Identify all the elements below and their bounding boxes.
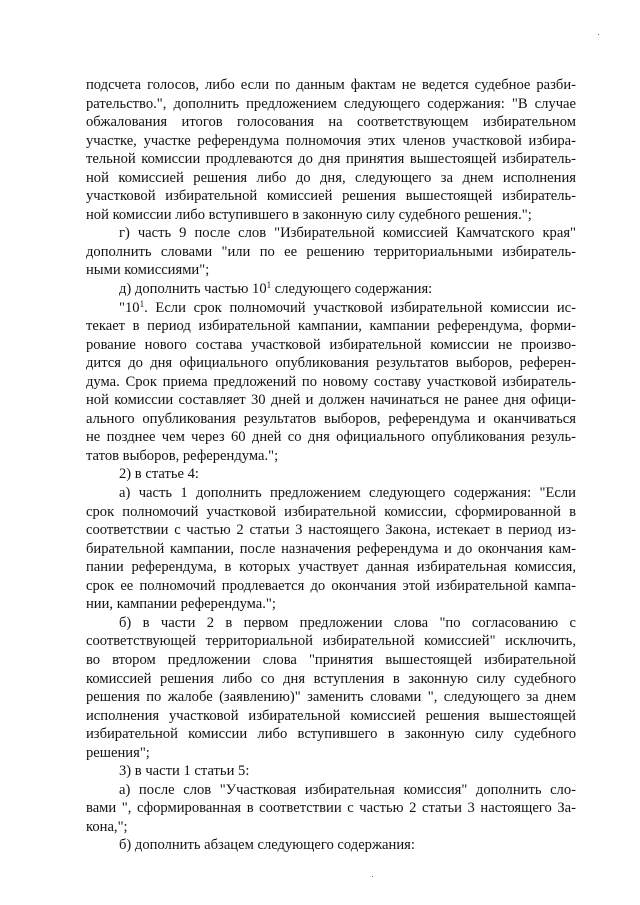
text-line — [86, 113, 576, 132]
line-text: текает в период избирательной кампании, кампании референдума, форми- — [86, 318, 576, 335]
text-line — [86, 781, 576, 800]
text-line — [86, 410, 576, 429]
line-text: решения по жалобе (заявлению)" заменить словами ", следующего за днем — [86, 689, 576, 706]
text-line — [86, 688, 576, 707]
line-text: соответствующей территориальной избирательной комиссией" исключить, — [86, 633, 576, 650]
line-text: дится до дня официального опубликования результатов выборов, референ- — [86, 355, 576, 372]
line-text: 3) в части 1 статьи 5: — [119, 763, 250, 780]
text-line — [86, 725, 576, 744]
text-line — [86, 744, 576, 763]
line-text: б) дополнить абзацем следующего содержания: — [119, 837, 415, 854]
text-line — [86, 261, 576, 280]
text-line — [86, 187, 576, 206]
text-line — [86, 169, 576, 188]
line-text: рование нового состава участковой избирательной комиссии не произво- — [86, 336, 576, 353]
text-line — [86, 540, 576, 559]
line-text: 2) в статье 4: — [119, 466, 199, 483]
line-text-continued: . Если срок полномочий участковой избирательной комиссии ис- — [144, 299, 576, 316]
text-line — [86, 447, 576, 466]
line-text: татов выборов, референдума."; — [86, 447, 279, 464]
line-text: исполнения участковой избирательной комиссией решения вышестоящей — [86, 707, 576, 724]
line-text: подсчета голосов, либо если по данным фактам не ведется судебное разби- — [86, 77, 576, 93]
line-text: г) часть 9 после слов "Избирательной комиссией Камчатского края" — [119, 225, 576, 242]
text-line — [86, 484, 576, 503]
line-text-continued: следующего содержания: — [271, 281, 433, 298]
text-line — [86, 651, 576, 670]
line-text: ной комиссии либо вступившего в законную силу судебного решения."; — [86, 206, 532, 223]
line-text: ального опубликования результатов выборов, референдума и оканчиваться — [86, 410, 576, 427]
line-text: дополнить словами "или по ее решению территориальными избиратель- — [86, 243, 576, 260]
line-text: участковой избирательной комиссией решения вышестоящей избиратель- — [86, 188, 576, 205]
text-line — [86, 465, 576, 484]
line-text: "10 — [119, 299, 140, 316]
line-text: пании референдума, в которых участвует данная избирательная комиссия, — [86, 559, 576, 576]
text-line — [86, 299, 576, 318]
superscript: 1 — [266, 280, 272, 291]
text-line — [86, 558, 576, 577]
text-line — [86, 95, 576, 114]
text-line — [86, 76, 576, 95]
line-text: нии, кампании референдума."; — [86, 596, 276, 613]
line-text: бирательной кампании, после назначения референдума и до окончания кам- — [86, 540, 576, 557]
text-line — [86, 280, 576, 299]
text-line — [86, 224, 576, 243]
text-line — [86, 206, 576, 225]
line-text: решения"; — [86, 744, 150, 761]
line-text: во втором предложении слова "принятия вышестоящей избирательной — [86, 651, 576, 668]
line-text: вами ", сформированная в соответствии с частью 2 статьи 3 настоящего За- — [86, 800, 576, 817]
line-text: срок полномочий участковой избирательной комиссии, сформированной в — [86, 503, 576, 520]
line-text: ными комиссиями"; — [86, 262, 210, 279]
line-text: не позднее чем через 60 дней со дня официального опубликования резуль- — [86, 429, 576, 446]
text-line — [86, 632, 576, 651]
line-text: д) дополнить частью 10 — [119, 281, 267, 298]
text-line — [86, 317, 576, 336]
line-text: участке, участке референдума полномочия этих членов участковой избира- — [86, 132, 576, 149]
line-text: ной комиссией решения либо до дня, следующего за днем исполнения — [86, 169, 576, 186]
line-text: рательство.", дополнить предложением следующего содержания: "В случае — [86, 95, 576, 112]
text-line — [86, 243, 576, 262]
line-text: кона,"; — [86, 818, 128, 835]
text-line — [86, 428, 576, 447]
text-line — [86, 373, 576, 392]
text-line — [86, 150, 576, 169]
document-body — [86, 76, 576, 855]
text-line — [86, 391, 576, 410]
text-line — [86, 595, 576, 614]
line-text: а) часть 1 дополнить предложением следующего содержания: "Если — [119, 485, 576, 502]
text-line — [86, 577, 576, 596]
text-line — [86, 614, 576, 633]
text-line — [86, 762, 576, 781]
scan-speck — [372, 876, 373, 877]
line-text: комиссией решения либо со дня вступления в законную силу судебного — [86, 670, 576, 687]
line-text: тельной комиссии продлеваются до дня принятия вышестоящей избиратель- — [86, 151, 576, 168]
text-line — [86, 836, 576, 855]
line-text: избирательной комиссии либо вступившего в законную силу судебного — [86, 726, 576, 743]
line-text: а) после слов "Участковая избирательная комиссия" дополнить сло- — [119, 781, 576, 798]
text-line — [86, 336, 576, 355]
text-line — [86, 503, 576, 522]
text-line — [86, 707, 576, 726]
scan-speck — [598, 34, 599, 35]
text-line — [86, 670, 576, 689]
line-text: обжалования итогов голосования на соответствующем избирательном — [86, 114, 576, 131]
text-line — [86, 799, 576, 818]
text-line — [86, 132, 576, 151]
line-text: срок ее полномочий продлевается до окончания этой избирательной кампа- — [86, 577, 576, 594]
line-text: б) в части 2 в первом предложении слова "по согласованию с — [119, 614, 576, 631]
superscript: 1 — [139, 298, 145, 309]
text-line — [86, 521, 576, 540]
text-line — [86, 354, 576, 373]
line-text: дума. Срок приема предложений по новому составу участковой избиратель- — [86, 373, 576, 390]
line-text: ной комиссии составляет 30 дней и должен начинаться не ранее дня офици- — [86, 392, 576, 409]
line-text: соответствии с частью 2 статьи 3 настоящего Закона, истекает в период из- — [86, 522, 576, 539]
text-line — [86, 818, 576, 837]
